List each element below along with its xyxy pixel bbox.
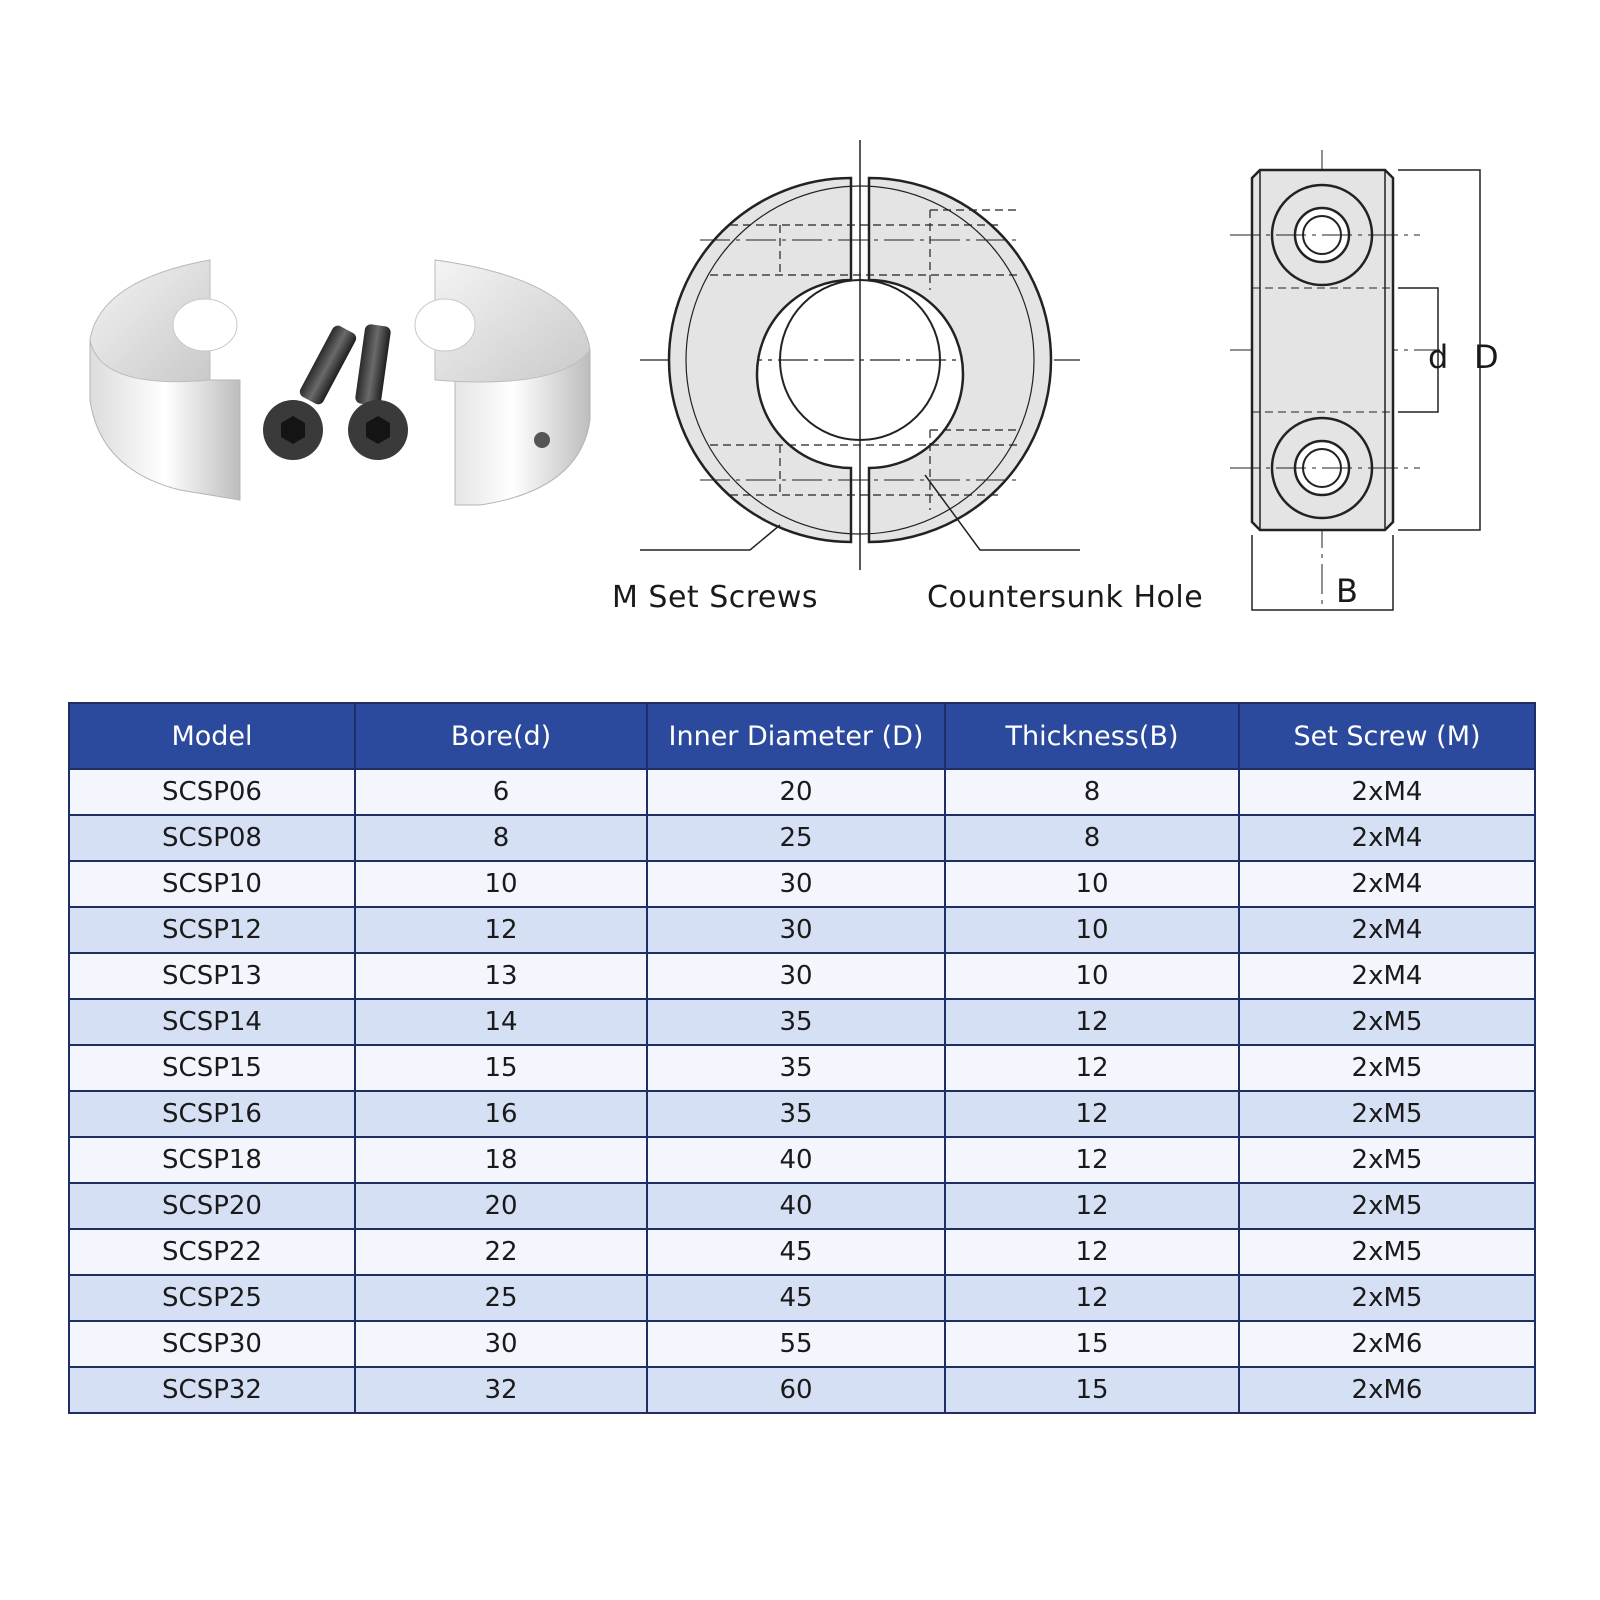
cell-model: SCSP16 — [69, 1091, 355, 1137]
cell-thickness: 12 — [945, 999, 1239, 1045]
table-row — [69, 999, 1535, 1045]
cell-bore: 30 — [355, 1321, 647, 1367]
cell-bore: 20 — [355, 1183, 647, 1229]
cell-model: SCSP18 — [69, 1137, 355, 1183]
cell-bore: 25 — [355, 1275, 647, 1321]
cell-model: SCSP30 — [69, 1321, 355, 1367]
cell-inner-diameter: 30 — [647, 907, 945, 953]
cell-bore: 22 — [355, 1229, 647, 1275]
cell-set-screw: 2xM6 — [1239, 1367, 1535, 1413]
cell-thickness: 10 — [945, 861, 1239, 907]
cell-thickness: 12 — [945, 1091, 1239, 1137]
table-row — [69, 1137, 1535, 1183]
cell-inner-diameter: 35 — [647, 1045, 945, 1091]
table-row — [69, 815, 1535, 861]
cell-bore: 16 — [355, 1091, 647, 1137]
cell-set-screw: 2xM5 — [1239, 1091, 1535, 1137]
header-model: Model — [69, 703, 355, 769]
cell-inner-diameter: 20 — [647, 769, 945, 815]
cell-thickness: 10 — [945, 907, 1239, 953]
cell-bore: 6 — [355, 769, 647, 815]
cell-set-screw: 2xM5 — [1239, 1275, 1535, 1321]
header-bore: Bore(d) — [355, 703, 647, 769]
cell-model: SCSP20 — [69, 1183, 355, 1229]
spec-table — [68, 702, 1536, 1414]
cell-inner-diameter: 35 — [647, 999, 945, 1045]
header-set-screw: Set Screw (M) — [1239, 703, 1535, 769]
table-row — [69, 769, 1535, 815]
cell-inner-diameter: 40 — [647, 1183, 945, 1229]
cell-inner-diameter: 45 — [647, 1275, 945, 1321]
table-row — [69, 953, 1535, 999]
dimension-B-label: B — [1336, 572, 1358, 610]
cell-bore: 12 — [355, 907, 647, 953]
cell-set-screw: 2xM5 — [1239, 1045, 1535, 1091]
cell-inner-diameter: 40 — [647, 1137, 945, 1183]
cell-set-screw: 2xM6 — [1239, 1321, 1535, 1367]
header-inner-diameter: Inner Diameter (D) — [647, 703, 945, 769]
collar-left-half — [90, 260, 240, 500]
cell-bore: 14 — [355, 999, 647, 1045]
cell-bore: 10 — [355, 861, 647, 907]
cell-model: SCSP06 — [69, 769, 355, 815]
table-row — [69, 1045, 1535, 1091]
front-view-drawing — [640, 130, 1080, 570]
dimension-D-label: D — [1474, 338, 1499, 376]
header-thickness: Thickness(B) — [945, 703, 1239, 769]
cell-thickness: 8 — [945, 769, 1239, 815]
product-photo — [60, 230, 620, 570]
cell-set-screw: 2xM4 — [1239, 953, 1535, 999]
hex-screw-left — [263, 324, 358, 460]
cell-inner-diameter: 25 — [647, 815, 945, 861]
table-row — [69, 1091, 1535, 1137]
cell-inner-diameter: 30 — [647, 953, 945, 999]
cell-set-screw: 2xM5 — [1239, 1137, 1535, 1183]
cell-inner-diameter: 60 — [647, 1367, 945, 1413]
table-row — [69, 1321, 1535, 1367]
cell-set-screw: 2xM4 — [1239, 861, 1535, 907]
cell-thickness: 12 — [945, 1183, 1239, 1229]
cell-set-screw: 2xM5 — [1239, 999, 1535, 1045]
cell-bore: 8 — [355, 815, 647, 861]
set-screws-label: M Set Screws — [612, 580, 819, 615]
cell-set-screw: 2xM5 — [1239, 1183, 1535, 1229]
cell-inner-diameter: 55 — [647, 1321, 945, 1367]
cell-set-screw: 2xM4 — [1239, 907, 1535, 953]
cell-inner-diameter: 45 — [647, 1229, 945, 1275]
cell-bore: 18 — [355, 1137, 647, 1183]
cell-set-screw: 2xM4 — [1239, 769, 1535, 815]
table-row — [69, 907, 1535, 953]
cell-inner-diameter: 30 — [647, 861, 945, 907]
cell-set-screw: 2xM5 — [1239, 1229, 1535, 1275]
table-row — [69, 1183, 1535, 1229]
cell-thickness: 8 — [945, 815, 1239, 861]
collar-right-half — [415, 260, 590, 505]
cell-thickness: 12 — [945, 1045, 1239, 1091]
cell-model: SCSP10 — [69, 861, 355, 907]
cell-thickness: 15 — [945, 1367, 1239, 1413]
table-body — [69, 769, 1535, 1413]
cell-inner-diameter: 35 — [647, 1091, 945, 1137]
cell-thickness: 15 — [945, 1321, 1239, 1367]
table-row — [69, 1275, 1535, 1321]
table-row — [69, 861, 1535, 907]
cell-model: SCSP13 — [69, 953, 355, 999]
table-row — [69, 1367, 1535, 1413]
cell-model: SCSP08 — [69, 815, 355, 861]
side-view-drawing — [1230, 150, 1510, 630]
cell-thickness: 12 — [945, 1229, 1239, 1275]
cell-bore: 32 — [355, 1367, 647, 1413]
cell-thickness: 12 — [945, 1275, 1239, 1321]
cell-set-screw: 2xM4 — [1239, 815, 1535, 861]
cell-model: SCSP14 — [69, 999, 355, 1045]
cell-model: SCSP22 — [69, 1229, 355, 1275]
cell-bore: 15 — [355, 1045, 647, 1091]
hex-screw-right — [348, 324, 408, 460]
cell-model: SCSP12 — [69, 907, 355, 953]
dimension-d-label: d — [1428, 338, 1449, 376]
table-header-row — [69, 703, 1535, 769]
countersunk-hole-label: Countersunk Hole — [927, 580, 1204, 615]
cell-model: SCSP25 — [69, 1275, 355, 1321]
cell-model: SCSP32 — [69, 1367, 355, 1413]
table-row — [69, 1229, 1535, 1275]
cell-thickness: 10 — [945, 953, 1239, 999]
cell-model: SCSP15 — [69, 1045, 355, 1091]
cell-bore: 13 — [355, 953, 647, 999]
cell-thickness: 12 — [945, 1137, 1239, 1183]
